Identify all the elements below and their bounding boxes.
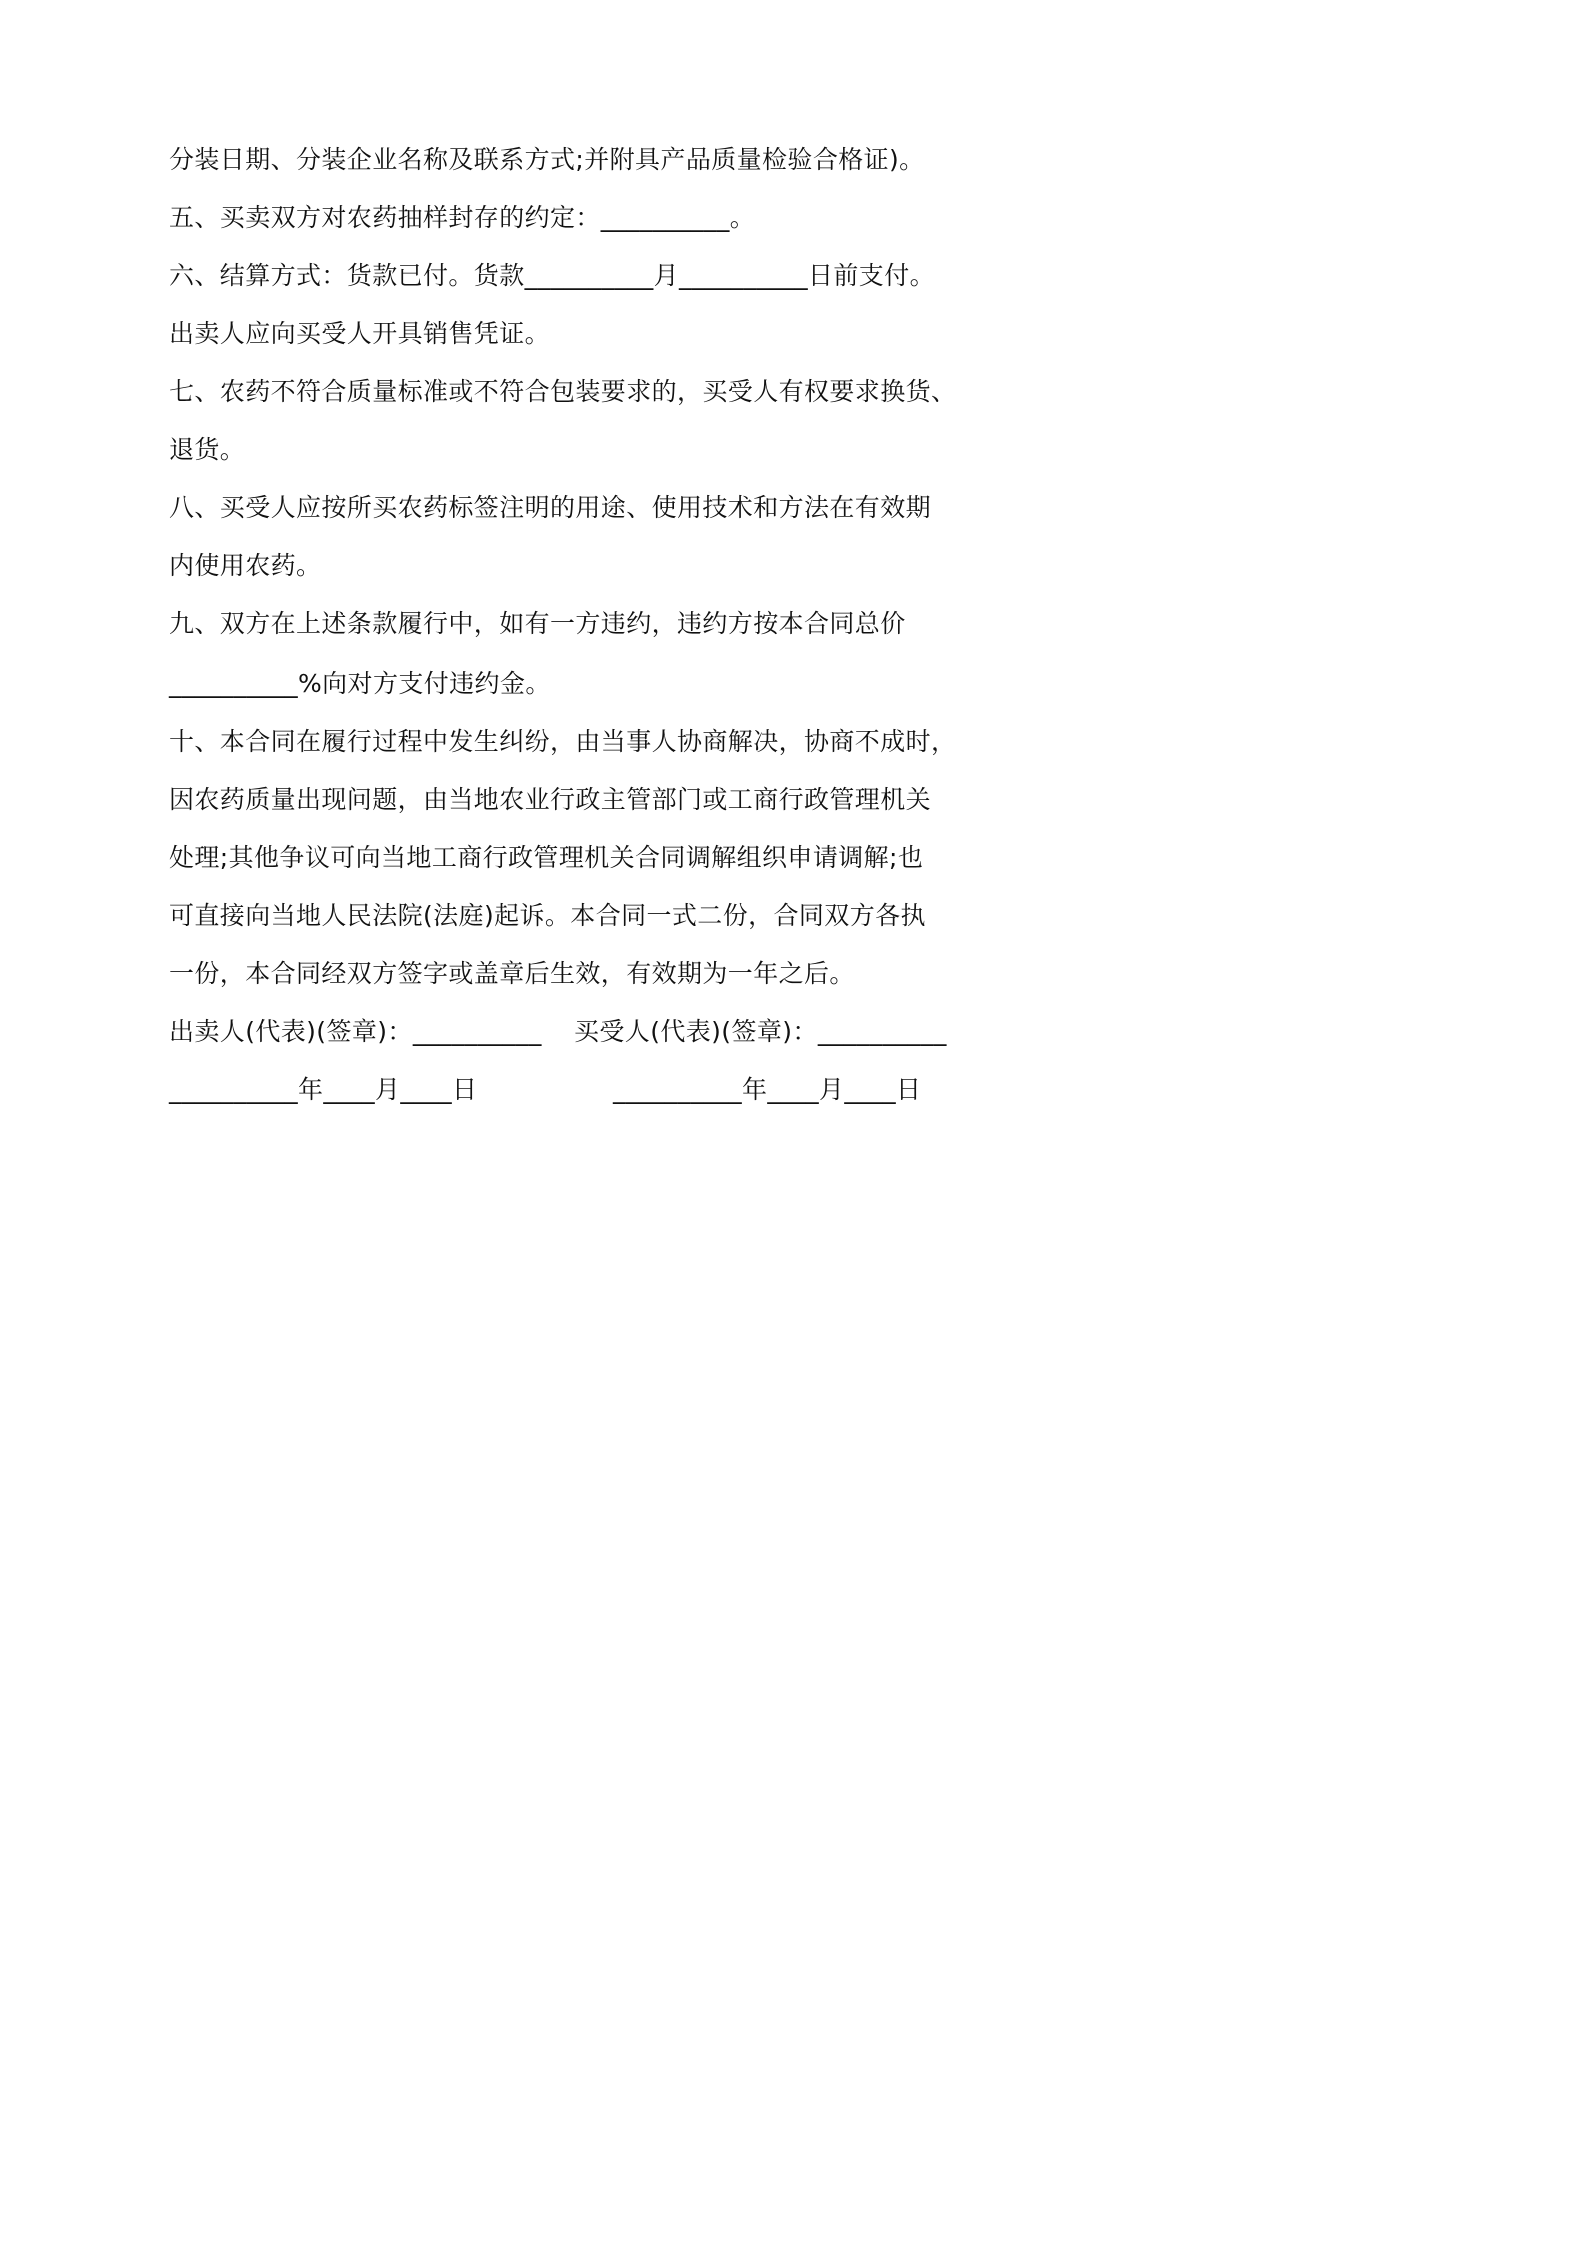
clause-7-line-1: 七、农药不符合质量标准或不符合包装要求的，买受人有权要求换货、 bbox=[169, 377, 957, 406]
clause-10-line-2: 因农药质量出现问题，由当地农业行政主管部门或工商行政管理机关 bbox=[169, 785, 932, 814]
clause-5: 五、买卖双方对农药抽样封存的约定：__________。 bbox=[169, 203, 756, 232]
clause-8-line-1: 八、买受人应按所买农药标签注明的用途、使用技术和方法在有效期 bbox=[169, 493, 932, 522]
document-page bbox=[0, 0, 1101, 1558]
clause-9-line-1: 九、双方在上述条款履行中，如有一方违约，违约方按本合同总价 bbox=[169, 609, 906, 638]
clause-6-line-1: 六、结算方式：货款已付。货款__________月__________日前支付。 bbox=[169, 261, 936, 290]
clause-10-line-3: 处理;其他争议可向当地工商行政管理机关合同调解组织申请调解;也 bbox=[169, 843, 924, 872]
clause-7-line-2: 退货。 bbox=[169, 435, 246, 464]
clause-4-continuation: 分装日期、分装企业名称及联系方式;并附具产品质量检验合格证)。 bbox=[169, 145, 925, 174]
clause-6-line-2: 出卖人应向买受人开具销售凭证。 bbox=[169, 319, 551, 348]
seller-signature-date: __________年____月____日 bbox=[169, 1075, 478, 1104]
clause-10-line-5: 一份，本合同经双方签字或盖章后生效，有效期为一年之后。 bbox=[169, 959, 855, 988]
clause-9-line-2: __________%向对方支付违约金。 bbox=[169, 669, 551, 698]
clause-10-line-4: 可直接向当地人民法院(法庭)起诉。本合同一式二份，合同双方各执 bbox=[169, 901, 926, 930]
buyer-signature-date: __________年____月____日 bbox=[613, 1075, 922, 1104]
clause-8-line-2: 内使用农药。 bbox=[169, 551, 322, 580]
buyer-signature-label: 买受人(代表)(签章)：__________ bbox=[574, 1017, 947, 1046]
clause-10-line-1: 十、本合同在履行过程中发生纠纷，由当事人协商解决，协商不成时， bbox=[169, 727, 957, 756]
seller-signature-label: 出卖人(代表)(签章)：__________ bbox=[169, 1017, 542, 1046]
